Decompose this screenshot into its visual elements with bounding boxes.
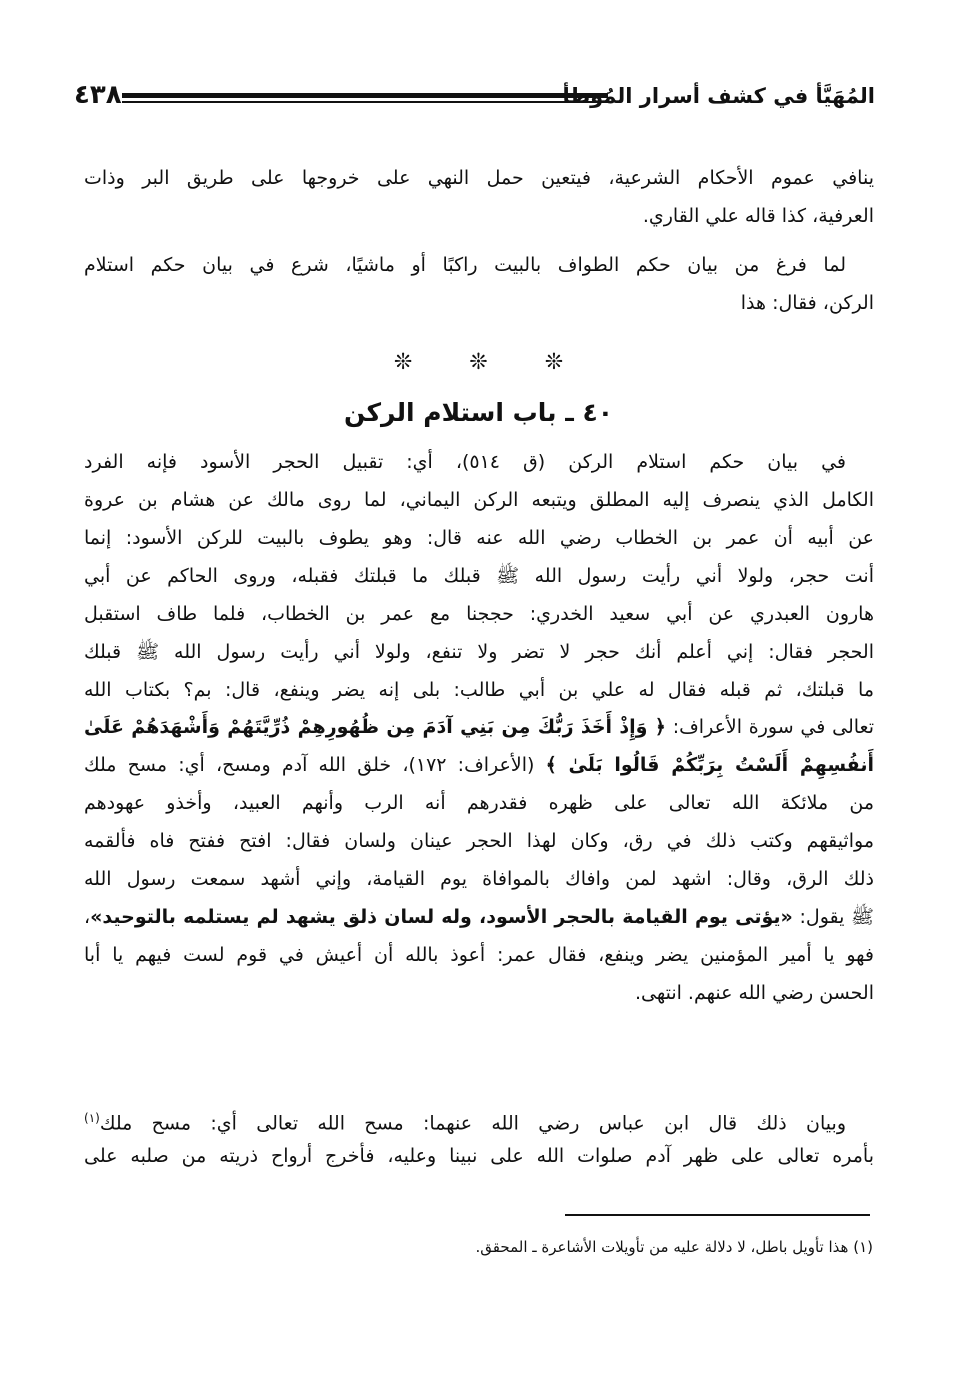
text-line [84,675,874,705]
text-segment: ما قبلتك، ثم قبله فقال له علي بن أبي طالب: بلى إنه يضر وينفع، قال: بم؟ بكتاب الله [84,679,874,701]
text-line [84,561,874,591]
text-line [84,288,874,318]
chapter-heading: ٤٠ ـ باب استلام الركن [344,398,613,427]
text-segment: فهو يا أمير المؤمنين يضر وينفع، فقال عمر: أعوذ بالله أن أعيش في قوم لست فيهم يا أبا [84,944,874,966]
text-line [84,940,874,970]
quoted-text: أَنفُسِهِمْ أَلَسْتُ بِرَبِّكُمْ قَالُوا بَلَىٰ ﴾ [545,754,874,776]
header-rule-thin [122,101,608,103]
text-segment: مواثيقهم وكتب ذلك في رق، وكان لهذا الحجر عينان ولسان فقال: افتح ففتح فاه فألقمه [84,830,874,852]
text-line [84,1103,874,1138]
text-segment: هارون العبدري عن أبي سعيد الخدري: حججنا مع عمر بن الخطاب، فلما طاف استقبل [84,603,874,625]
text-line [84,902,874,932]
text-line [84,201,874,231]
text-line [84,485,874,515]
text-line [84,826,874,856]
text-segment: عن أبيه أن عمر بن الخطاب رضي الله عنه قال: وهو يطوف بالبيت للركن الأسود: إنما [84,527,874,549]
quoted-text: «يؤتى يوم القيامة بالحجر الأسود، وله لسان ذلق يشهد لم يستلمه بالتوحيد» [90,906,793,928]
text-line [84,250,874,280]
section-separator: ❊ ❊ ❊ [393,350,564,375]
text-segment: لما فرغ من بيان حكم الطواف بالبيت راكبًا أو ماشيًا، شرع في بيان حكم استلام [84,254,846,276]
text-line [84,978,874,1008]
text-line [84,1141,874,1171]
text-line [84,637,874,667]
text-segment: أنت حجر، ولولا أني رأيت رسول الله ﷺ قبلك ما قبلتك فقبله، وروى الحاكم عن أبي [84,565,874,587]
page-number: ٤٣٨ [74,80,122,110]
text-line [84,712,874,742]
footnote-marker: (١) [84,1111,100,1125]
text-segment: الحسن رضي الله عنهم. انتهى. [634,982,874,1004]
book-title: المُهَيَّأ في كشف أسرار المُوطأ [562,84,875,108]
footnote: (١) هذا تأويل باطل، لا دلالة عليه من تأويلات الأشاعرة ـ المحقق. [475,1238,873,1256]
text-segment: بأمره تعالى على ظهر آدم صلوات الله على نبينا وعليه، فأخرج أرواح ذريته من صلبه على [84,1145,874,1167]
text-segment: ، [84,906,91,928]
quoted-text: ﴿ وَإِذْ أَخَذَ رَبُّكَ مِن بَنِي آدَمَ مِن ظُهُورِهِمْ ذُرِّيَّتَهُمْ وَأَشْهَدَهُمْ عَلَىٰ [84,716,666,738]
text-segment: ينافي عموم الأحكام الشرعية، فيتعين حمل النهي على خروجها على طريق البر وذات [84,167,874,189]
text-segment: (الأعراف: ١٧٢)، خلق الله آدم ومسح، أي: مسح ملك [84,754,546,776]
text-segment: من ملائكة الله تعالى على ظهره فقدرهم أنه الرب وأنهم العبيد، وأخذو عهودهم [84,792,874,814]
text-line [84,523,874,553]
header-rule [122,93,608,98]
text-line [84,864,874,894]
text-line [84,163,874,193]
text-segment: في بيان حكم استلام الركن (ق ٥١٤)، أي: تقبيل الحجر الأسود فإنه الفرد [84,451,846,473]
text-line [84,447,874,477]
text-line [84,599,874,629]
text-segment: ﷺ يقول: [792,906,875,928]
text-line [84,788,874,818]
text-segment: الحجر فقال: إني أعلم أنك حجر لا تضر ولا تنفع، ولولا أني رأيت رسول الله ﷺ قبلك [84,641,874,663]
text-line [84,750,874,780]
text-segment: تعالى في سورة الأعراف: [665,716,874,738]
text-segment: الركن، فقال: هذا [740,292,874,314]
text-segment: وبيان ذلك قال ابن عباس رضي الله عنهما: مسح الله تعالى أي: مسح ملك [99,1112,846,1135]
text-segment: الكامل الذي ينصرف إليه المطلق ويتبعه الركن اليماني، لما روى مالك عن هشام بن عروة [84,489,874,511]
footnote-rule [565,1214,870,1216]
text-segment: العرفية، كذا قاله علي القاري. [642,205,874,227]
text-segment: ذلك الرق، وقال: اشهد لمن وافاك بالموافاة يوم القيامة، وإني أشهد سمعت رسول الله [84,868,874,890]
